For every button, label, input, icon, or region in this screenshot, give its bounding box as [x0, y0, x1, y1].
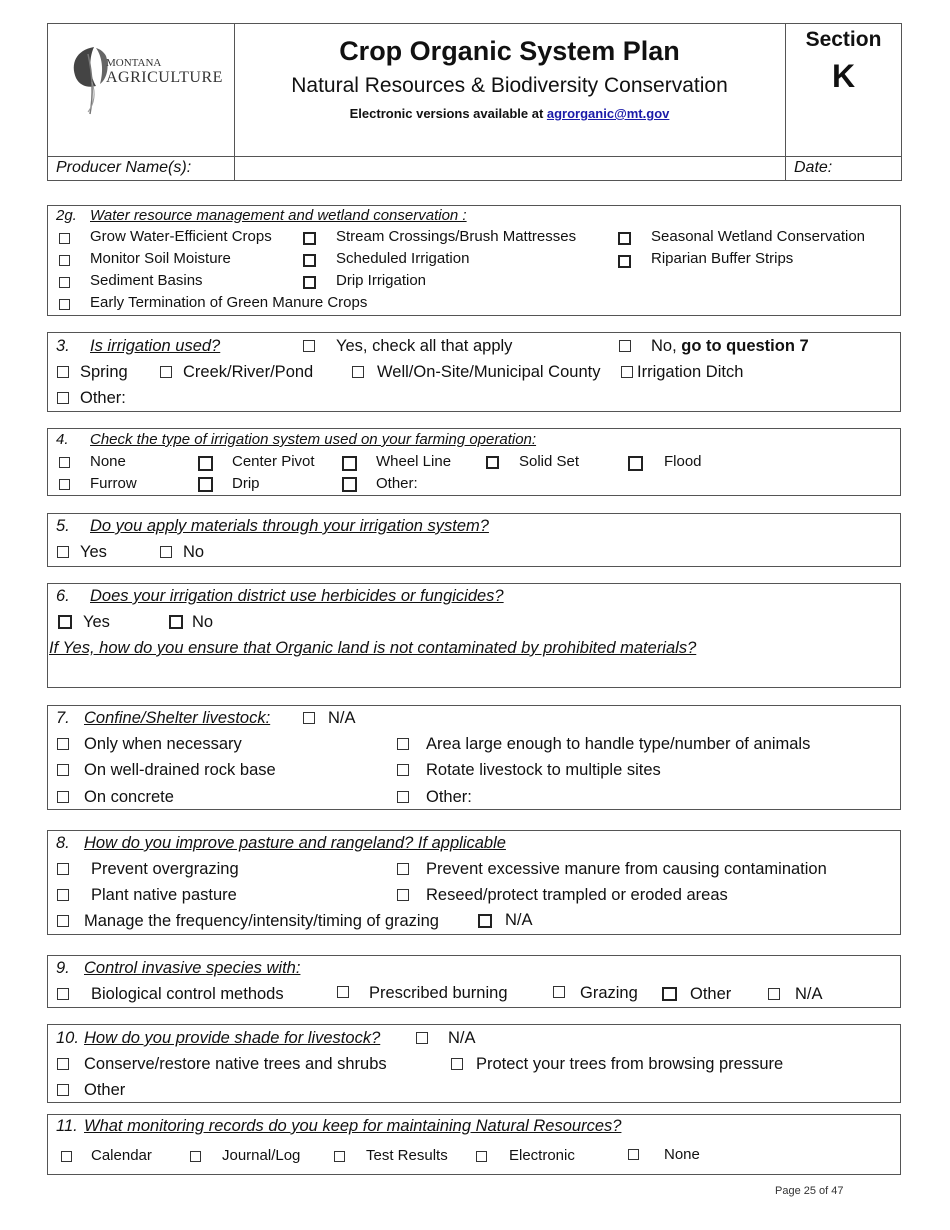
option-label: Conserve/restore native trees and shrubs — [84, 1055, 387, 1073]
section-letter: K — [831, 58, 856, 94]
option-label: On concrete — [84, 788, 174, 806]
option-label: Calendar — [91, 1147, 152, 1164]
checkbox-apply-yes[interactable] — [57, 546, 69, 558]
option-label: Manage the frequency/intensity/timing of grazing — [84, 912, 439, 930]
question-number: 9. — [56, 959, 70, 977]
checkbox-confine-na[interactable] — [303, 712, 315, 724]
section-label: Section — [805, 28, 882, 51]
checkbox-calendar[interactable] — [61, 1151, 72, 1162]
option-label: Yes — [80, 543, 107, 561]
option-label: Monitor Soil Moisture — [90, 250, 231, 267]
checkbox-grow-water-efficient[interactable] — [59, 233, 70, 244]
option-label: N/A — [505, 911, 533, 929]
producer-name-field[interactable] — [236, 158, 783, 179]
question-number: 7. — [56, 709, 70, 727]
header-divider — [47, 156, 902, 157]
checkbox-sediment-basins[interactable] — [59, 277, 70, 288]
checkbox-invasive-na[interactable] — [768, 988, 780, 1000]
option-label: On well-drained rock base — [84, 761, 276, 779]
go-to-question-7: go to question 7 — [681, 337, 809, 355]
option-label: N/A — [448, 1029, 476, 1047]
option-label: Drip Irrigation — [336, 272, 427, 289]
checkbox-none-records[interactable] — [628, 1149, 639, 1160]
question-5-text: Do you apply materials through your irrigation system? — [90, 517, 489, 535]
checkbox-other-control[interactable] — [662, 987, 677, 1001]
checkbox-conserve-trees[interactable] — [57, 1058, 69, 1070]
question-2g-text: Water resource management and wetland conservation : — [90, 207, 467, 224]
question-9-text: Control invasive species with: — [84, 959, 301, 977]
question-10-text: How do you provide shade for livestock? — [84, 1029, 381, 1047]
checkbox-prescribed-burning[interactable] — [337, 986, 349, 998]
option-label: Sediment Basins — [90, 272, 203, 289]
option-label: Plant native pasture — [91, 886, 237, 904]
checkbox-wheel-line[interactable] — [342, 456, 357, 471]
checkbox-other-source[interactable] — [57, 392, 69, 404]
checkbox-well-municipal[interactable] — [352, 366, 364, 378]
option-label: Scheduled Irrigation — [336, 250, 470, 267]
option-label: Wheel Line — [376, 453, 452, 470]
email-link[interactable]: agrorganic@mt.gov — [546, 106, 670, 121]
option-label: Journal/Log — [222, 1147, 301, 1164]
checkbox-protect-trees[interactable] — [451, 1058, 463, 1070]
checkbox-none[interactable] — [59, 457, 70, 468]
checkbox-rotate-livestock[interactable] — [397, 764, 409, 776]
question-number: 2g. — [56, 207, 77, 224]
checkbox-prevent-overgrazing[interactable] — [57, 863, 69, 875]
option-label: Grow Water-Efficient Crops — [90, 228, 272, 245]
checkbox-seasonal-wetland[interactable] — [618, 232, 631, 245]
checkbox-center-pivot[interactable] — [198, 456, 213, 471]
checkbox-furrow[interactable] — [59, 479, 70, 490]
option-label: None — [90, 453, 126, 470]
option-label: Creek/River/Pond — [183, 363, 314, 381]
option-label: Solid Set — [519, 453, 580, 470]
question-number: 5. — [56, 517, 70, 535]
checkbox-irrigation-yes[interactable] — [303, 340, 315, 352]
checkbox-irrigation-ditch[interactable] — [621, 366, 633, 378]
page-title: Crop Organic System Plan — [339, 36, 680, 66]
checkbox-grazing[interactable] — [553, 986, 565, 998]
checkbox-rock-base[interactable] — [57, 764, 69, 776]
producer-name-label: Producer Name(s): — [56, 159, 192, 176]
page-subtitle: Natural Resources & Biodiversity Conservation — [291, 74, 728, 97]
checkbox-manage-grazing[interactable] — [57, 915, 69, 927]
question-11-text: What monitoring records do you keep for maintaining Natural Resources? — [84, 1117, 622, 1135]
checkbox-pasture-na[interactable] — [478, 914, 492, 928]
date-field[interactable] — [840, 158, 900, 179]
checkbox-monitor-soil-moisture[interactable] — [59, 255, 70, 266]
date-label: Date: — [794, 159, 833, 176]
option-label: Yes, check all that apply — [336, 337, 513, 355]
question-7-text: Confine/Shelter livestock: — [84, 709, 271, 727]
checkbox-prevent-manure[interactable] — [397, 863, 409, 875]
question-number: 10. — [56, 1029, 79, 1047]
question-3-text: Is irrigation used? — [90, 337, 221, 355]
checkbox-other-shade[interactable] — [57, 1084, 69, 1096]
question-number: 11. — [56, 1117, 78, 1135]
checkbox-shade-na[interactable] — [416, 1032, 428, 1044]
checkbox-other-shelter[interactable] — [397, 791, 409, 803]
option-label: N/A — [328, 709, 356, 727]
question-6-followup: If Yes, how do you ensure that Organic land is not contaminated by prohibited materials? — [49, 639, 697, 657]
no-prefix: No, — [651, 337, 682, 355]
question-number: 8. — [56, 834, 70, 852]
option-label: Grazing — [580, 984, 638, 1002]
checkbox-irrigation-no[interactable] — [619, 340, 631, 352]
checkbox-drip[interactable] — [198, 477, 213, 492]
option-label: Stream Crossings/Brush Mattresses — [336, 228, 577, 245]
checkbox-apply-no[interactable] — [160, 546, 172, 558]
question-6-text: Does your irrigation district use herbicides or fungicides? — [90, 587, 504, 605]
question-number: 3. — [56, 337, 70, 355]
question-4-text: Check the type of irrigation system used on your farming operation: — [90, 431, 537, 448]
checkbox-only-when-necessary[interactable] — [57, 738, 69, 750]
option-label: Yes — [83, 613, 110, 631]
option-label: Irrigation Ditch — [637, 363, 744, 381]
option-label: Early Termination of Green Manure Crops — [90, 294, 368, 311]
option-label: Prescribed burning — [369, 984, 508, 1002]
option-label: Area large enough to handle type/number of animals — [426, 735, 811, 753]
option-label: Flood — [664, 453, 702, 470]
option-label: Electronic — [509, 1147, 575, 1164]
option-label: Rotate livestock to multiple sites — [426, 761, 661, 779]
option-label: Other — [84, 1081, 126, 1099]
checkbox-biological-control[interactable] — [57, 988, 69, 1000]
option-label: N/A — [795, 985, 823, 1003]
checkbox-plant-native[interactable] — [57, 889, 69, 901]
montana-agriculture-logo: MONTANA AGRICULTURE — [66, 42, 216, 117]
electronic-versions-note — [234, 106, 785, 121]
option-label: Other: — [426, 788, 472, 806]
option-label: No — [192, 613, 214, 631]
checkbox-creek-river-pond[interactable] — [160, 366, 172, 378]
question-number: 4. — [56, 431, 69, 448]
option-label: Reseed/protect trampled or eroded areas — [426, 886, 728, 904]
checkbox-stream-crossings[interactable] — [303, 232, 316, 245]
option-label: Center Pivot — [232, 453, 315, 470]
question-8-text: How do you improve pasture and rangeland? If applicable — [84, 834, 506, 852]
checkbox-reseed[interactable] — [397, 889, 409, 901]
checkbox-herbicides-yes[interactable] — [58, 615, 72, 629]
option-label: Seasonal Wetland Conservation — [651, 228, 866, 245]
checkbox-flood[interactable] — [628, 456, 643, 471]
option-label: Prevent excessive manure from causing contamination — [426, 860, 827, 878]
option-label: Test Results — [366, 1147, 448, 1164]
option-label: Prevent overgrazing — [91, 860, 239, 878]
option-label: Only when necessary — [84, 735, 242, 753]
checkbox-area-large-enough[interactable] — [397, 738, 409, 750]
checkbox-other-system[interactable] — [342, 477, 357, 492]
option-label: Drip — [232, 475, 260, 492]
checkbox-early-termination[interactable] — [59, 299, 70, 310]
option-label: Well/On-Site/Municipal County — [377, 363, 601, 381]
checkbox-test-results[interactable] — [334, 1151, 345, 1162]
checkbox-electronic[interactable] — [476, 1151, 487, 1162]
option-label: Spring — [80, 363, 128, 381]
option-label: Other: — [80, 389, 126, 407]
option-label: Riparian Buffer Strips — [651, 250, 794, 267]
question-number: 6. — [56, 587, 70, 605]
option-label: Furrow — [90, 475, 137, 492]
checkbox-spring[interactable] — [57, 366, 69, 378]
question-6-answer-field[interactable] — [49, 662, 899, 686]
checkbox-scheduled-irrigation[interactable] — [303, 254, 316, 267]
checkbox-drip-irrigation[interactable] — [303, 276, 316, 289]
checkbox-journal-log[interactable] — [190, 1151, 201, 1162]
option-label: Biological control methods — [91, 985, 284, 1003]
option-label: No — [183, 543, 205, 561]
electronic-prefix: Electronic versions available at — [349, 106, 547, 121]
checkbox-herbicides-no[interactable] — [169, 615, 183, 629]
checkbox-solid-set[interactable] — [486, 456, 499, 469]
page-number: Page 25 of 47 — [775, 1185, 844, 1197]
option-label: Other: — [376, 475, 418, 492]
checkbox-on-concrete[interactable] — [57, 791, 69, 803]
option-label: Protect your trees from browsing pressure — [476, 1055, 784, 1073]
option-label: None — [664, 1146, 700, 1163]
checkbox-riparian-buffer[interactable] — [618, 255, 631, 268]
option-label-no — [651, 337, 809, 356]
option-label: Other — [690, 985, 732, 1003]
